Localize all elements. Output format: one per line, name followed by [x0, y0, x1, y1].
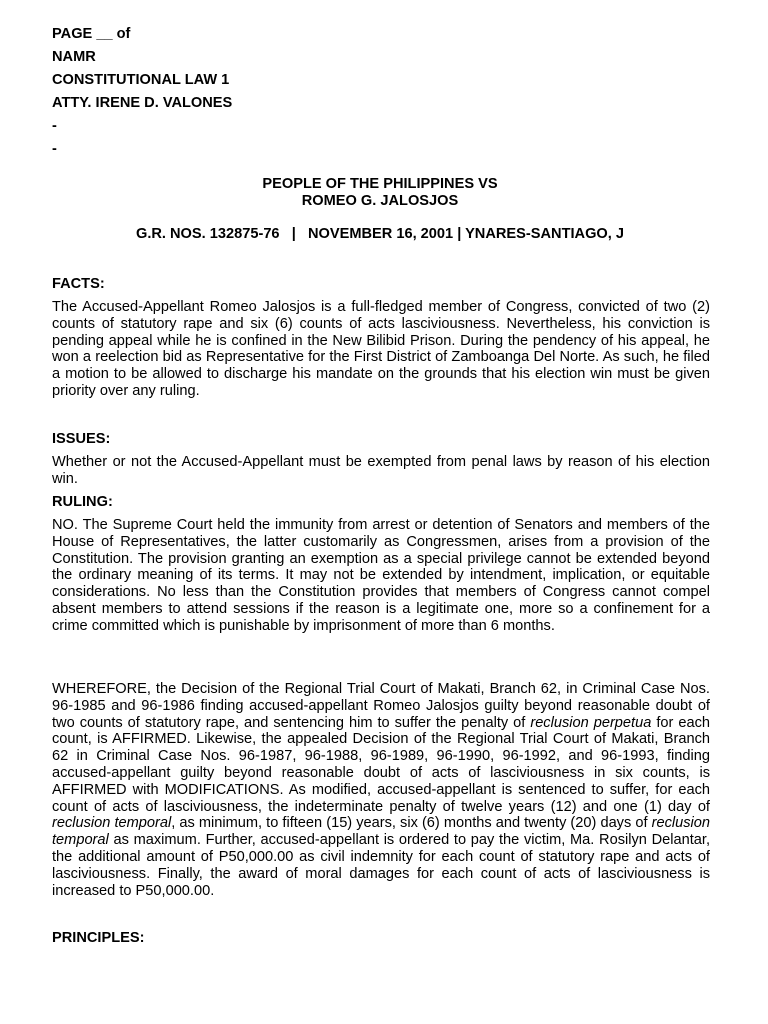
italic-term: reclusion perpetua — [530, 714, 652, 731]
issues-text: Whether or not the Accused-Appellant must be exempted from penal laws by reason of his election win. — [52, 454, 710, 487]
wherefore-text: as maximum. Further, accused-appellant is ordered to pay the victim, Ma. Rosilyn Delantar, the additional amount of P50,000.00 as civil indemnity for each count of statutory rape and acts of lasciviousness. Finally, the award of moral damages for each count of acts of lasciviousness is increased to P50,000.00. — [52, 832, 710, 899]
case-citation: G.R. NOS. 132875-76 | NOVEMBER 16, 2001 | YNARES-SANTIAGO, J — [135, 226, 625, 242]
name-label: NAMR — [52, 49, 96, 65]
issues-heading: ISSUES: — [52, 431, 111, 447]
principles-heading: PRINCIPLES: — [52, 930, 145, 946]
facts-text: The Accused-Appellant Romeo Jalosjos is a full-fledged member of Congress, convicted of two (2) counts of statutory rape and six (6) counts of acts lasciviousness. Nevertheless, his conviction is pending appeal while he is confined in the New Bilibid Prison. During the pendency of his appeal, he won a reelection bid as Representative for the First District of Zamboanga Del Norte. As such, he filed a motion to be allowed to discharge his mandate on the grounds that his election win must be given priority over any ruling. — [52, 299, 710, 399]
italic-term: reclusion temporal — [52, 815, 172, 832]
course-title: CONSTITUTIONAL LAW 1 — [52, 72, 230, 88]
page-label: PAGE __ of — [52, 26, 131, 42]
case-title-line-1: PEOPLE OF THE PHILIPPINES VS — [262, 176, 498, 192]
wherefore-text: WHEREFORE, the Decision of the Regional Trial Court of Makati, Branch 62, in Criminal Case Nos. 96-1985 and 96-1986 finding accused-appellant Romeo Jalosjos guilty beyond reasonable doubt of two counts of statutory rape, and sentencing him to suffer the penalty of — [52, 681, 710, 731]
italic-term: reclusion temporal — [52, 815, 710, 849]
wherefore-text: for each count, is AFFIRMED. Likewise, the appealed Decision of the Regional Trial Court of Makati, Branch 62 in Criminal Case Nos. 96-1987, 96-1988, 96-1989, 96-1990, 96-1992, and 96-1993, finding accused-appellant guilty beyond reasonable doubt of acts of lasciviousness in six counts, is AFFIRMED with MODIFICATIONS. As modified, accused-appellant is sentenced to suffer, for each count of acts of lasciviousness, the indeterminate penalty of twelve years (12) and one (1) day of — [52, 714, 710, 815]
ruling-text: NO. The Supreme Court held the immunity from arrest or detention of Senators and members of the House of Representatives, the latter customarily as Congressmen, arises from a provision of the Constitution. The provision granting an exemption as a special privilege cannot be extended beyond the ordinary meaning of its terms. It may not be extended by intendment, implication, or equitable considerations. No less than the Constitution provides that members of Congress cannot compel absent members to attend sessions if the reason is a legitimate one, more so a confinement for a crime committed which is punishable by imprisonment of more than 6 months. — [52, 517, 710, 634]
instructor-name: ATTY. IRENE D. VALONES — [52, 95, 233, 111]
ruling-heading: RULING: — [52, 494, 113, 510]
case-title-line-2: ROMEO G. JALOSJOS — [301, 193, 459, 209]
wherefore-text: , as minimum, to fifteen (15) years, six (6) months and twenty (20) days of — [171, 815, 652, 832]
header-dash-1: - — [52, 118, 57, 134]
header-dash-2: - — [52, 141, 57, 157]
facts-heading: FACTS: — [52, 276, 105, 292]
wherefore-paragraph — [52, 681, 710, 899]
